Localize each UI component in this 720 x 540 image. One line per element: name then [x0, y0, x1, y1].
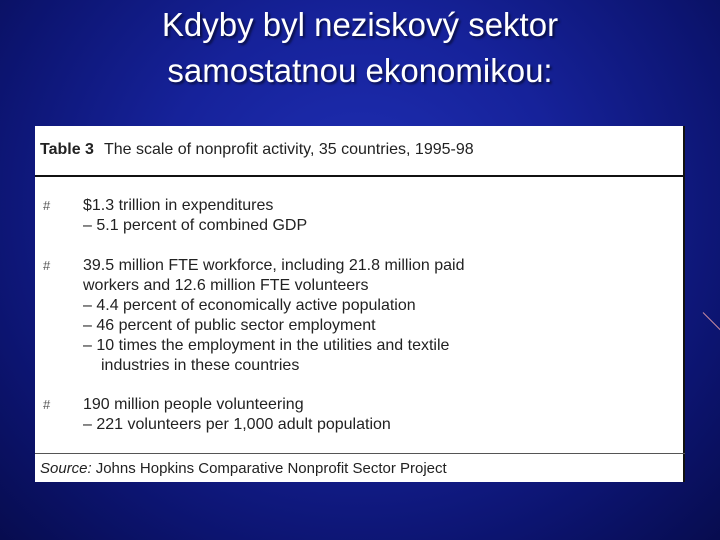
hash-bullet-icon: # [43, 397, 50, 412]
table-number: Table 3 [40, 141, 94, 158]
table-rule-tick [683, 186, 685, 189]
table-caption [40, 141, 474, 159]
slide-title [0, 2, 720, 94]
decorative-line [703, 312, 720, 334]
item-line: $1.3 trillion in expenditures [83, 197, 274, 214]
item-line: 39.5 million FTE workforce, including 21.8 million paid [83, 257, 465, 274]
source-label: Source: [40, 460, 92, 477]
slide-title-line-1: Kdyby byl neziskový sektor [161, 6, 559, 43]
hash-bullet-icon: # [43, 258, 50, 273]
item-line: industries in these countries [101, 357, 300, 374]
table-bottom-rule [35, 453, 685, 454]
table-right-rule [683, 126, 685, 482]
hash-bullet-icon: # [43, 198, 50, 213]
item-line: – 4.4 percent of economically active population [83, 297, 416, 314]
table-image [35, 126, 685, 482]
item-line: – 5.1 percent of combined GDP [83, 217, 308, 234]
table-caption-text: The scale of nonprofit activity, 35 countries, 1995-98 [103, 141, 474, 158]
item-line: 190 million people volunteering [83, 396, 304, 413]
item-line: – 46 percent of public sector employment [83, 317, 376, 334]
slide-title-line-2: samostatnou ekonomikou: [167, 52, 553, 89]
item-line: workers and 12.6 million FTE volunteers [83, 277, 369, 294]
item-line: – 10 times the employment in the utilities and textile [83, 337, 450, 354]
table-source [40, 460, 447, 477]
item-line: – 221 volunteers per 1,000 adult population [83, 416, 391, 433]
source-text: Johns Hopkins Comparative Nonprofit Sector Project [95, 460, 447, 477]
table-top-rule [35, 175, 685, 177]
